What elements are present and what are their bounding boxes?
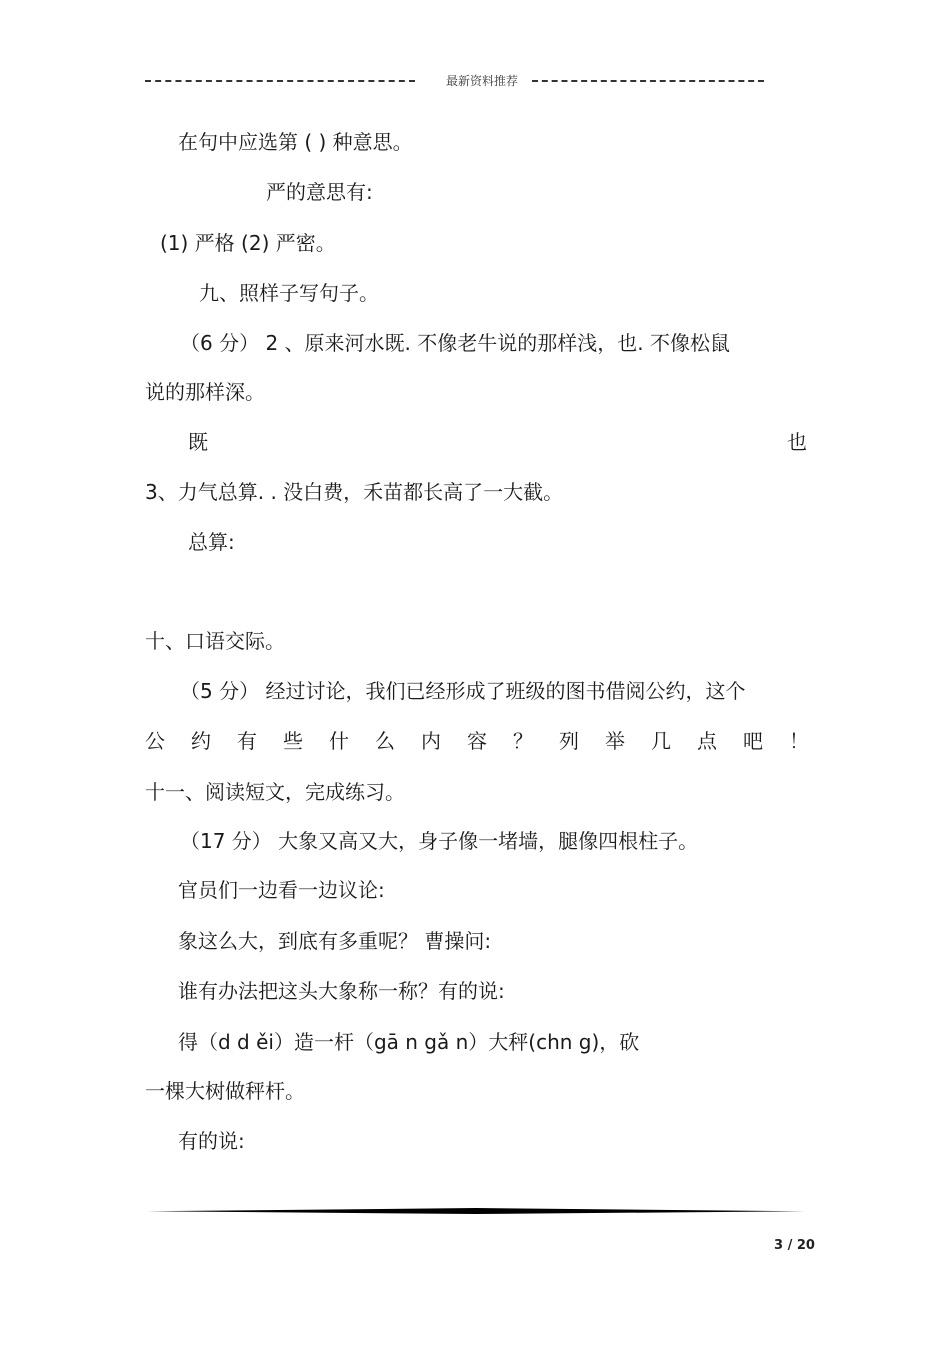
section-heading-11: 十一、阅读短文，完成练习。 xyxy=(145,780,405,804)
text-line-16: 象这么大，到底有多重呢？ 曹操问: xyxy=(178,929,492,953)
text-line-20: 有的说: xyxy=(178,1129,245,1153)
text-line-11: （5 分） 经过讨论，我们已经形成了班级的图书借阅公约，这个 xyxy=(180,679,746,703)
header-rule-left xyxy=(145,80,415,82)
section-heading-9: 九、照样子写句子。 xyxy=(199,281,379,305)
text-line-19: 一棵大树做秤杆。 xyxy=(145,1079,305,1103)
text-line-14: （17 分） 大象又高又大，身子像一堵墙，腿像四根柱子。 xyxy=(180,829,699,853)
text-line-6: 说的那样深。 xyxy=(145,380,265,404)
text-line-3: (1) 严格 (2) 严密。 xyxy=(160,231,336,255)
footer-rule xyxy=(147,1208,805,1214)
text-line-12: 公约有些什么内容？列举几点吧！ xyxy=(145,729,835,753)
text-line-17: 谁有办法把这头大象称一称？有的说: xyxy=(178,979,505,1003)
text-line-7-right: 也 xyxy=(787,430,807,454)
text-line-1: 在句中应选第 ( ) 种意思。 xyxy=(178,130,413,154)
text-line-15: 官员们一边看一边议论: xyxy=(178,878,385,902)
page-number: 3 / 20 xyxy=(774,1238,815,1253)
text-line-2: 严的意思有: xyxy=(266,180,373,204)
header-rule-right xyxy=(532,80,764,82)
text-line-8: 3、力气总算. . 没白费，禾苗都长高了一大截。 xyxy=(145,480,564,504)
text-line-5: （6 分） 2 、原来河水既. 不像老牛说的那样浅，也. 不像松鼠 xyxy=(180,331,730,355)
header-title: 最新资料推荐 xyxy=(446,74,519,88)
text-line-18: 得（d d ěi）造一杆（gā n gǎ n）大秤(chn g)，砍 xyxy=(178,1030,640,1054)
text-line-9: 总算: xyxy=(188,530,235,554)
text-line-7-left: 既 xyxy=(188,430,208,454)
section-heading-10: 十、口语交际。 xyxy=(145,629,285,653)
